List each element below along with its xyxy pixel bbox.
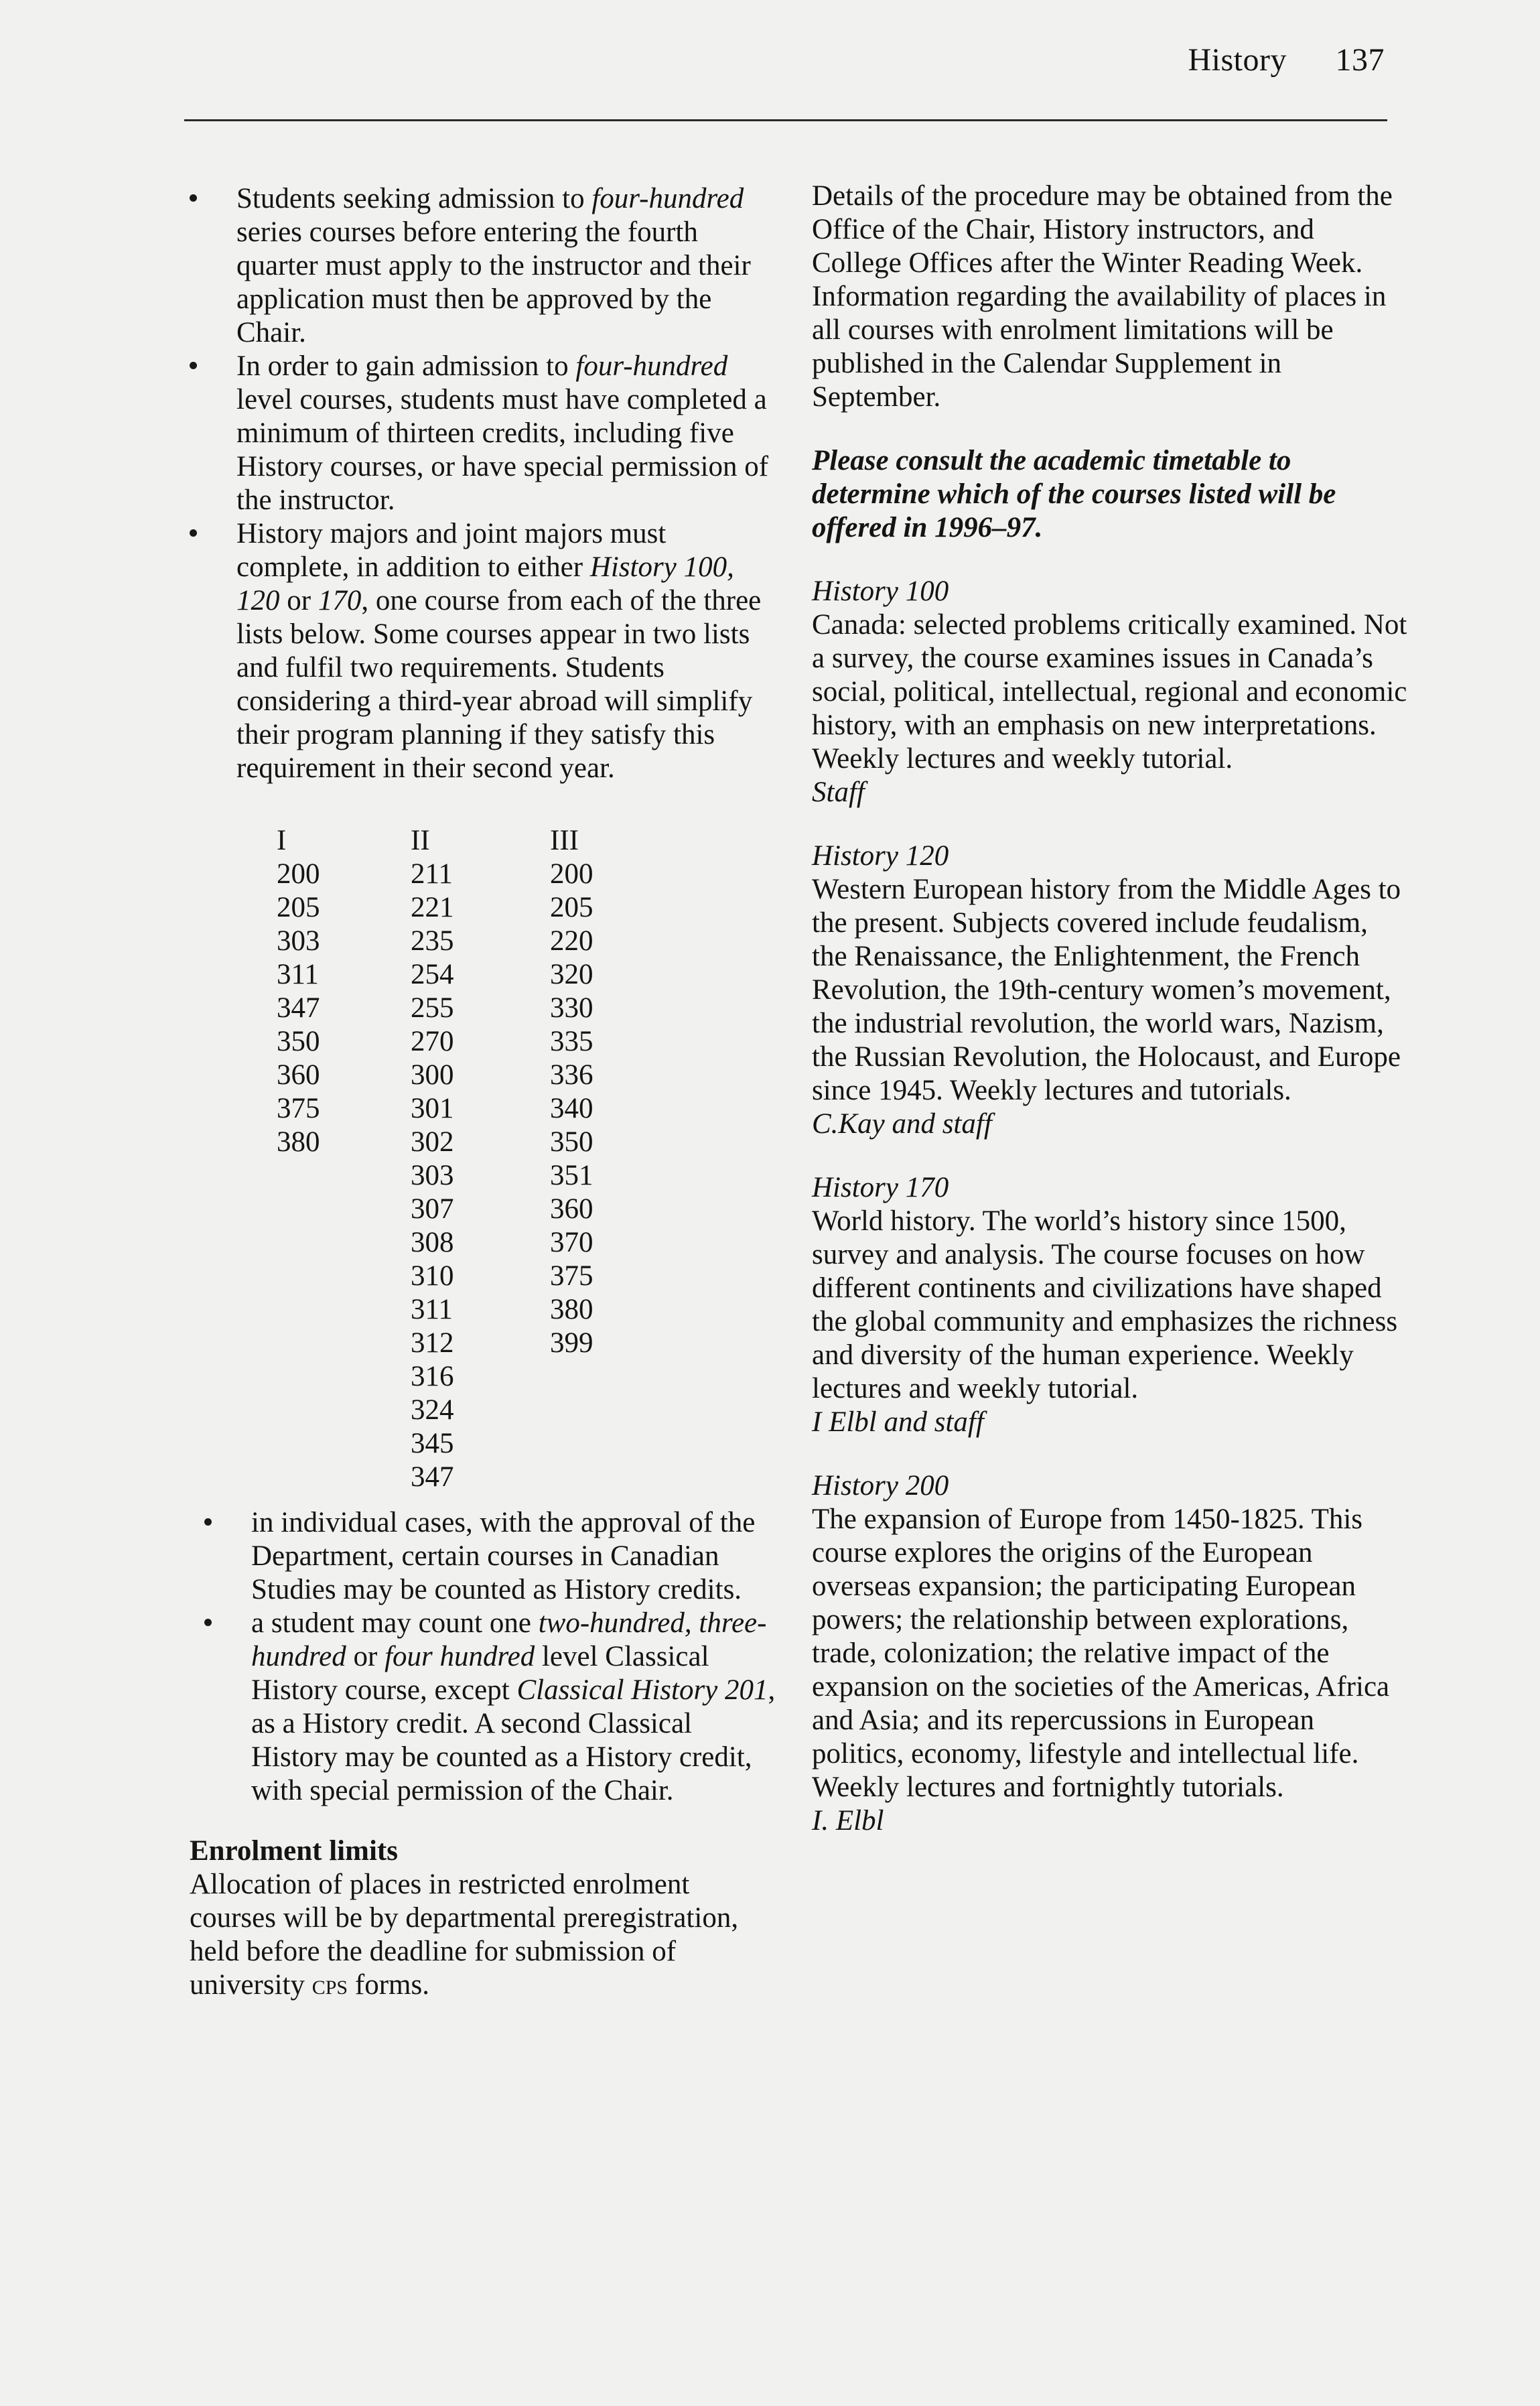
course-number: 336 — [550, 1059, 593, 1091]
course-instructor: Staff — [812, 777, 865, 808]
list-i-courses — [277, 858, 411, 1494]
bullet-item: Students seeking admission to four-hundred series courses before entering the fourth quarter must apply to the instructor and their application must then be approved by the Chair. — [190, 182, 779, 350]
course-instructor: I. Elbl — [812, 1805, 884, 1836]
right-column — [812, 180, 1408, 1838]
course-number: 310 — [411, 1260, 454, 1292]
course-number: 312 — [411, 1327, 454, 1359]
course-instructor: I Elbl and staff — [812, 1406, 984, 1438]
course-number: 347 — [277, 992, 320, 1024]
course-number: 340 — [550, 1093, 593, 1124]
bullet-icon — [190, 362, 197, 369]
course-description: The expansion of Europe from 1450-1825. This course explores the origins of the European overseas expansion; the participating European powers; the relationship between explorations, trade, colonization; the relative impact of the expansion on the societies of the Americas, Africa and Asia; and its repercussions in European politics, economy, lifestyle and intellectual life. Weekly lectures and fortnightly tutorials. — [812, 1503, 1390, 1803]
course-number: 200 — [277, 858, 320, 890]
bullet-item: In order to gain admission to four-hundred level courses, students must have completed a minimum of thirteen credits, including five History courses, or have special permission of the instructor. — [190, 350, 779, 517]
course-number: 350 — [550, 1126, 593, 1158]
course-number: 308 — [411, 1227, 454, 1258]
requirements-list — [190, 182, 779, 785]
header-rule — [184, 119, 1387, 121]
course-name: History 120 — [812, 840, 949, 872]
course-number: 345 — [411, 1428, 454, 1459]
course-number: 303 — [411, 1160, 454, 1191]
bullet-item: a student may count one two-hundred, three-hundred or four hundred level Classical History course, except Classical History 201, as a History credit. A second Classical History may be counted as a History credit, with special permission of the Chair. — [204, 1607, 779, 1808]
bullet-icon — [190, 194, 197, 202]
procedure-details: Details of the procedure may be obtained from the Office of the Chair, History instructors, and College Offices after the Winter Reading Week. Information regarding the availability of places in all courses with enrolment limitations will be published in the Calendar Supplement in September. — [812, 180, 1393, 413]
course-entry — [812, 1469, 1408, 1838]
course-number: 399 — [550, 1327, 593, 1359]
course-number: 205 — [277, 892, 320, 923]
course-number: 316 — [411, 1361, 454, 1392]
course-number: 270 — [411, 1026, 454, 1057]
course-number: 360 — [277, 1059, 320, 1091]
course-number: 380 — [550, 1294, 593, 1325]
course-number: 302 — [411, 1126, 454, 1158]
course-number: 360 — [550, 1193, 593, 1225]
timetable-notice: Please consult the academic timetable to determine which of the courses listed will be offered in 1996–97. — [812, 445, 1336, 543]
course-number: 254 — [411, 959, 454, 990]
course-name: History 100 — [812, 576, 949, 607]
course-number: 303 — [277, 925, 320, 957]
course-name: History 200 — [812, 1470, 949, 1501]
course-number: 375 — [277, 1093, 320, 1124]
course-lists-table — [277, 824, 657, 1494]
list-header-iii: III — [550, 825, 579, 856]
course-number: 375 — [550, 1260, 593, 1292]
course-number: 370 — [550, 1227, 593, 1258]
section-title: History — [1188, 42, 1287, 78]
bullet-item: in individual cases, with the approval of the Department, certain courses in Canadian Studies may be counted as History credits. — [204, 1506, 779, 1607]
course-entry — [812, 575, 1408, 809]
course-number: 211 — [411, 858, 453, 890]
list-header-i: I — [277, 825, 287, 856]
course-number: 235 — [411, 925, 454, 957]
exceptions-list — [190, 1506, 779, 1808]
course-instructor: C.Kay and staff — [812, 1108, 992, 1140]
running-head — [1188, 42, 1385, 78]
bullet-item: History majors and joint majors must complete, in addition to either History 100, 120 or 170, one course from each of the three lists below. Some courses appear in two lists and fulfil two requirements. Students considering a third-year abroad will simplify their program planning if they satisfy this requirement in their second year. — [190, 517, 779, 785]
course-number: 307 — [411, 1193, 454, 1225]
course-number: 200 — [550, 858, 593, 890]
list-header-ii: II — [411, 825, 430, 856]
course-number: 380 — [277, 1126, 320, 1158]
left-column — [190, 182, 779, 2002]
course-description: Western European history from the Middle Ages to the present. Subjects covered include feudalism, the Renaissance, the Enlightenment, the French Revolution, the 19th-century women’s movement, the industrial revolution, the world wars, Nazism, the Russian Revolution, the Holocaust, and Europe since 1945. Weekly lectures and tutorials. — [812, 874, 1401, 1106]
course-number: 220 — [550, 925, 593, 957]
bullet-icon — [204, 1518, 212, 1526]
course-number: 255 — [411, 992, 454, 1024]
course-number: 311 — [411, 1294, 453, 1325]
course-number: 301 — [411, 1093, 454, 1124]
course-number: 221 — [411, 892, 454, 923]
enrolment-text: Allocation of places in restricted enrolment courses will be by departmental preregistration, held before the deadline for submission of university cps forms. — [190, 1869, 739, 2001]
course-description: World history. The world’s history since 1500, survey and analysis. The course focuses on how different continents and civilizations have shaped the global community and emphasizes the richness and diversity of the human experience. Weekly lectures and weekly tutorial. — [812, 1205, 1398, 1404]
list-ii-courses — [411, 858, 550, 1494]
course-entry — [812, 1171, 1408, 1439]
course-description: Canada: selected problems critically examined. Not a survey, the course examines issues in Canada’s social, political, intellectual, regional and economic history, with an emphasis on new interpretations. Weekly lectures and weekly tutorial. — [812, 609, 1407, 775]
enrolment-heading: Enrolment limits — [190, 1835, 398, 1867]
page-number: 137 — [1335, 42, 1385, 78]
course-entry — [812, 840, 1408, 1141]
course-number: 311 — [277, 959, 319, 990]
bullet-icon — [204, 1619, 212, 1626]
course-number: 300 — [411, 1059, 454, 1091]
list-iii-courses — [550, 858, 657, 1494]
course-number: 205 — [550, 892, 593, 923]
course-number: 324 — [411, 1394, 454, 1426]
course-number: 350 — [277, 1026, 320, 1057]
course-name: History 170 — [812, 1172, 949, 1203]
course-number: 347 — [411, 1461, 454, 1493]
course-number: 330 — [550, 992, 593, 1024]
course-number: 335 — [550, 1026, 593, 1057]
course-number: 320 — [550, 959, 593, 990]
bullet-icon — [190, 529, 197, 537]
course-number: 351 — [550, 1160, 593, 1191]
